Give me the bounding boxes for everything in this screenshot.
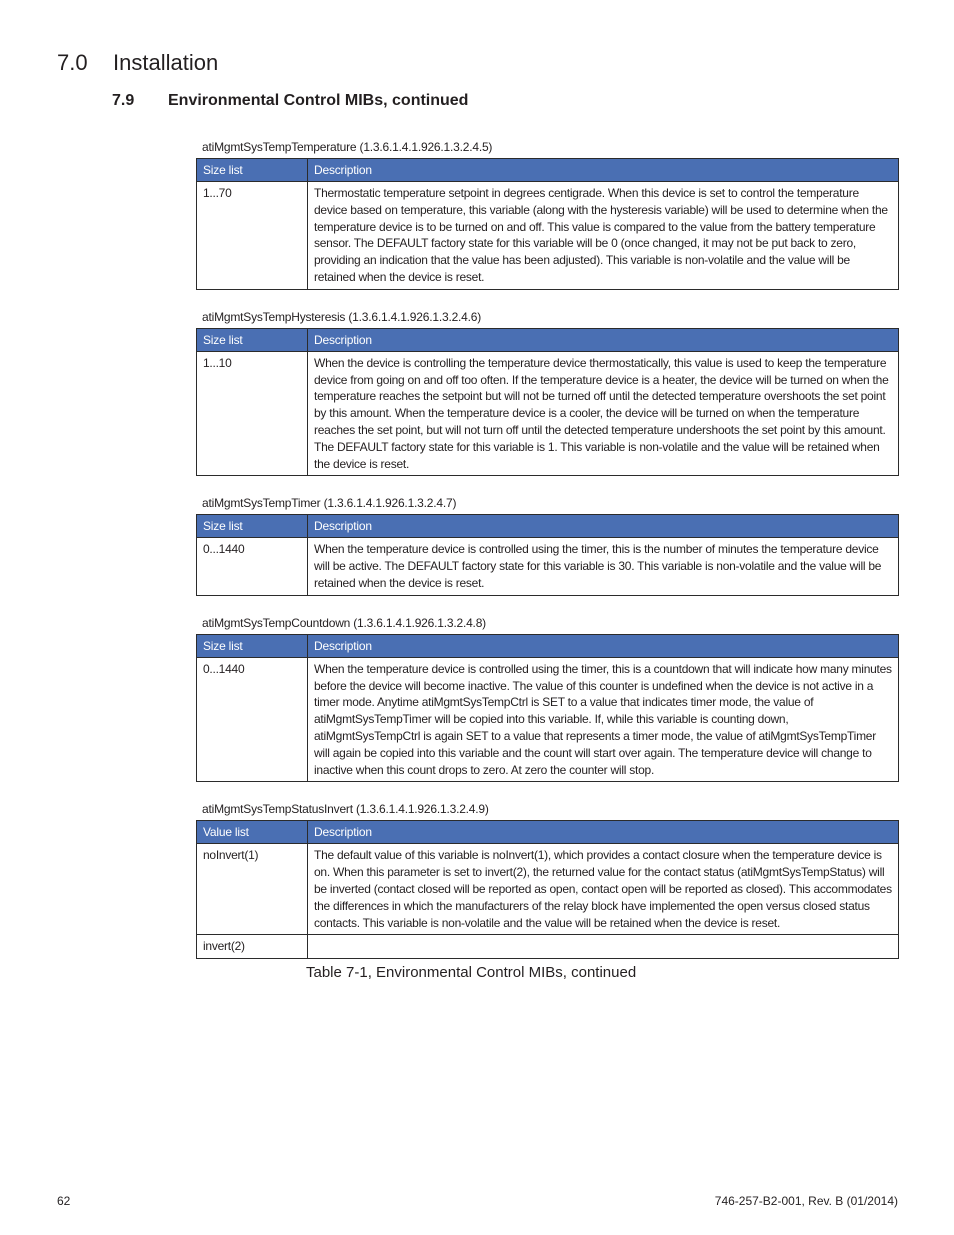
document-id: 746-257-B2-001, Rev. B (01/2014) — [714, 1194, 898, 1208]
mib-tables — [196, 140, 899, 979]
column-header: Size list — [197, 328, 308, 351]
mib-table-hysteresis — [196, 328, 899, 477]
section-number: 7.0 — [57, 50, 88, 75]
mib-table-title: atiMgmtSysTempTemperature (1.3.6.1.4.1.926.1.3.2.4.5) — [202, 140, 493, 154]
table-cell-description: When the temperature device is controlled using the timer, this is a countdown that will indicate how many minutes before the device will become inactive. The value of this counter is undefined when the device is not active in a timer mode. Anytime atiMgmtSysTempCtrl is SET to a value that indicates timer mode, the value of atiMgmtSysTempTimer will be copied into this variable. If, while this variable is counting down, atiMgmtSysTempCtrl is again SET to a value that represents a timer mode, the value of atiMgmtSysTempTimer will again be copied into this variable and the count will start over again. The temperature device will change to inactive when this count drops to zero. At zero the counter will stop. — [308, 657, 899, 782]
column-header: Size list — [197, 634, 308, 657]
section-heading — [57, 50, 218, 76]
column-header: Size list — [197, 515, 308, 538]
column-header: Description — [308, 821, 899, 844]
mib-table-title: atiMgmtSysTempCountdown (1.3.6.1.4.1.926.1.3.2.4.8) — [202, 615, 486, 630]
table-row — [197, 351, 899, 476]
table-cell-value: 0...1440 — [197, 657, 308, 782]
subsection-heading — [112, 92, 468, 110]
table-cell-value: noInvert(1) — [197, 844, 308, 935]
table-caption: Table 7-1, Environmental Control MIBs, continued — [306, 964, 637, 981]
table-row — [197, 657, 899, 782]
table-cell-description: When the temperature device is controlled using the timer, this is the number of minutes the temperature device will be active. The DEFAULT factory state for this variable is 30. This variable is non-volatile and the value will be retained when the device is reset. — [308, 538, 899, 595]
table-header-row — [197, 159, 899, 182]
column-header: Value list — [197, 821, 308, 844]
column-header: Description — [308, 328, 899, 351]
mib-table-title: atiMgmtSysTempStatusInvert (1.3.6.1.4.1.926.1.3.2.4.9) — [202, 802, 489, 817]
table-row — [197, 844, 899, 935]
mib-table-temperature — [196, 158, 899, 290]
mib-table-status-invert — [196, 820, 899, 959]
table-cell-description: Thermostatic temperature setpoint in degrees centigrade. When this device is set to control the temperature device based on temperature, this variable (along with the hysteresis variable) will be used to determine when the temperature device is to be turned on and off. This value is compared to the value from the battery temperature sensor. The DEFAULT factory state for this variable will be 0 (once changed, it may not be put back to zero, providing an indication that the value has been adjusted). This variable is non-volatile and the value will be retained when the device is reset. — [308, 182, 899, 290]
section-title: Installation — [113, 50, 219, 75]
subsection-number: 7.9 — [112, 92, 135, 109]
column-header: Description — [308, 634, 899, 657]
table-cell-description — [308, 935, 899, 959]
table-cell-value: 0...1440 — [197, 538, 308, 595]
table-cell-value: 1...10 — [197, 351, 308, 476]
table-cell-description: The default value of this variable is noInvert(1), which provides a contact closure when the temperature device is on. When this parameter is set to invert(2), the returned value for the contact status (atiMgmtSysTempStatus) will be inverted (contact closed will be reported as open, contact open will be reported as closed). This accommodates the differences in which the manufacturers of the relay block have implemented the open versus closed status contacts. This variable is non-volatile and the value will be retained when the device is reset. — [308, 844, 899, 935]
mib-table-timer — [196, 514, 899, 595]
table-row — [197, 538, 899, 595]
table-row — [197, 182, 899, 290]
table-header-row — [197, 328, 899, 351]
table-row — [197, 935, 899, 959]
column-header: Description — [308, 515, 899, 538]
mib-table-title: atiMgmtSysTempTimer (1.3.6.1.4.1.926.1.3.2.4.7) — [202, 496, 457, 511]
table-header-row — [197, 821, 899, 844]
table-cell-value: invert(2) — [197, 935, 308, 959]
table-cell-value: 1...70 — [197, 182, 308, 290]
table-header-row — [197, 515, 899, 538]
column-header: Size list — [197, 159, 308, 182]
mib-table-countdown — [196, 634, 899, 783]
table-header-row — [197, 634, 899, 657]
table-cell-description: When the device is controlling the temperature device thermostatically, this value is used to keep the temperature device from going on and off too often. If the temperature device is a heater, the device will be turned on when the temperature reaches the setpoint but will not be turned off until the detected temperature overshoots the set point by this amount. When the temperature device is a cooler, the device will be turned on when the temperature reaches the set point, but will not turn off until the detected temperature undershoots the set point by this amount. The DEFAULT factory state for this variable is 1. This variable is non-volatile and the value will be retained when the device is reset. — [308, 351, 899, 476]
subsection-title: Environmental Control MIBs, continued — [168, 92, 469, 109]
page-number: 62 — [57, 1194, 71, 1208]
column-header: Description — [308, 159, 899, 182]
mib-table-title: atiMgmtSysTempHysteresis (1.3.6.1.4.1.926.1.3.2.4.6) — [202, 309, 482, 324]
